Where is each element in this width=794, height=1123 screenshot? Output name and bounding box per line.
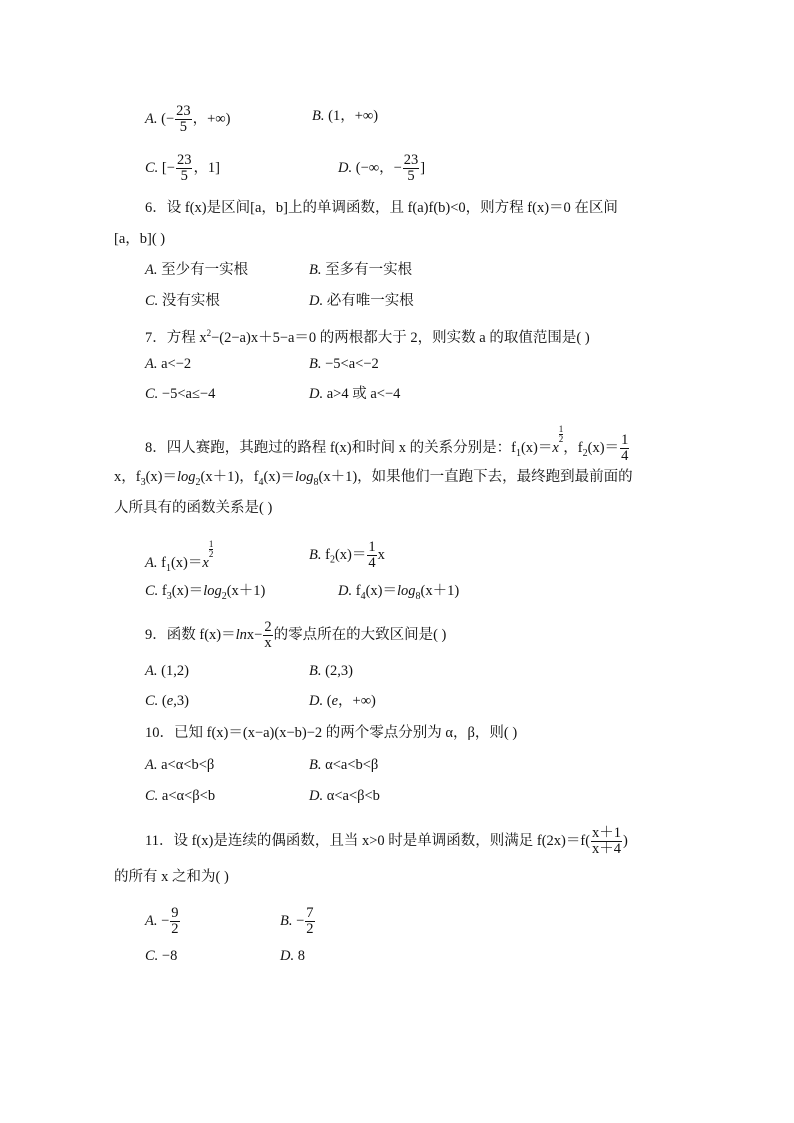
q10-option-c: C. a<α<β<b bbox=[145, 788, 216, 804]
q8-stem-line2: x，$f_3(x)=\log_2(x+1)$，$f_4(x)=\log_8(x+1)$，如果他们一直跑下去，最终跑到最前面的 bbox=[114, 469, 633, 488]
q7-option-d: D. a>4 或 a<−4 bbox=[309, 386, 401, 402]
q11-option-a: A. − $\frac{9}{2}$ bbox=[145, 905, 179, 937]
q8-option-c: C. $f_3(x)=\log_2(x+1)$ bbox=[145, 583, 266, 602]
q11-stem-line1: 11．设 f(x)是连续的偶函数，且当 x>0 时是单调函数，则满足 f(2x)＝f( $\frac{x+1}{x+4}$ ) bbox=[145, 825, 628, 857]
q11-option-c: C. −8 bbox=[145, 948, 178, 964]
q8-option-a: A. $f_1(x)=x$ $\frac{1}{2}$ bbox=[145, 539, 214, 574]
q9-option-a: A. (1,2) bbox=[145, 663, 189, 679]
q6-option-b: B. 至多有一实根 bbox=[309, 262, 413, 278]
q9-option-b: B. (2,3) bbox=[309, 663, 353, 679]
q8-stem-line3: 人所具有的函数关系是( ) bbox=[114, 500, 273, 516]
option-label: B. bbox=[312, 108, 325, 124]
q11-option-b: B. − $\frac{7}{2}$ bbox=[280, 905, 314, 937]
q10-option-a: A. a<α<b<β bbox=[145, 757, 215, 773]
q8-option-b: B. $f_2(x)=$ $\frac{1}{4}$ x bbox=[309, 539, 385, 571]
q6-option-d: D. 必有唯一实根 bbox=[309, 293, 414, 309]
q10-option-d: D. α<a<β<b bbox=[309, 788, 380, 804]
q7-option-c: C. −5<a≤−4 bbox=[145, 386, 216, 402]
q8-option-d: D. $f_4(x)=\log_8(x+1)$ bbox=[338, 583, 460, 602]
q9-stem: 9．函数 f(x)＝lnx− $\frac{2}{x}$ 的零点所在的大致区间是( ) bbox=[145, 619, 447, 651]
q5-option-b: B. (1，+∞) bbox=[312, 108, 379, 124]
q7-stem: 7．方程 $x^2-(2-a)x+5-a=0$ 的两根都大于 2，则实数 a 的取值范围是( ) bbox=[145, 328, 590, 346]
q6-stem-line2: [a，b]( ) bbox=[114, 231, 166, 247]
q5-option-d: D. (−∞，− $\frac{23}{5}$ ] bbox=[338, 152, 426, 184]
q7-option-b: B. −5<a<−2 bbox=[309, 356, 379, 372]
q6-stem-line1: 6．设 f(x)是区间[a，b]上的单调函数，且 f(a)f(b)<0，则方程 f(x)＝0 在区间 bbox=[145, 200, 618, 216]
q7-option-a: A. a<−2 bbox=[145, 356, 192, 372]
q9-option-c: C. (e,3) bbox=[145, 693, 189, 709]
fraction: $\frac{23}{5}$ bbox=[403, 152, 419, 184]
q8-stem-line1: 8．四人赛跑，其跑过的路程 f(x)和时间 x 的关系分别是：$f_1(x)=x$ $\frac{1}{2}$ ，$f_2(x)=$ $\frac{1}{4}$ bbox=[145, 424, 629, 465]
q5-option-c: C. [− $\frac{23}{5}$ ，1] bbox=[145, 152, 221, 184]
q9-option-d: D. (e，+∞) bbox=[309, 693, 376, 709]
fraction: $\frac{23}{5}$ bbox=[176, 103, 191, 135]
q11-stem-line2: 的所有 x 之和为( ) bbox=[114, 869, 229, 885]
option-label: D. bbox=[338, 159, 353, 176]
q6-option-a: A. 至少有一实根 bbox=[145, 262, 249, 278]
fraction: $\frac{23}{5}$ bbox=[176, 152, 192, 184]
q10-stem: 10．已知 f(x)＝(x−a)(x−b)−2 的两个零点分别为 α，β，则( ) bbox=[145, 725, 518, 741]
q11-option-d: D. 8 bbox=[280, 948, 305, 964]
option-label: C. bbox=[145, 159, 159, 176]
option-label: A. bbox=[145, 110, 158, 127]
q5-option-a: A. (− $\frac{23}{5}$ ，+∞) bbox=[145, 103, 231, 135]
q6-option-c: C. 没有实根 bbox=[145, 293, 220, 309]
q10-option-b: B. α<a<b<β bbox=[309, 757, 379, 773]
